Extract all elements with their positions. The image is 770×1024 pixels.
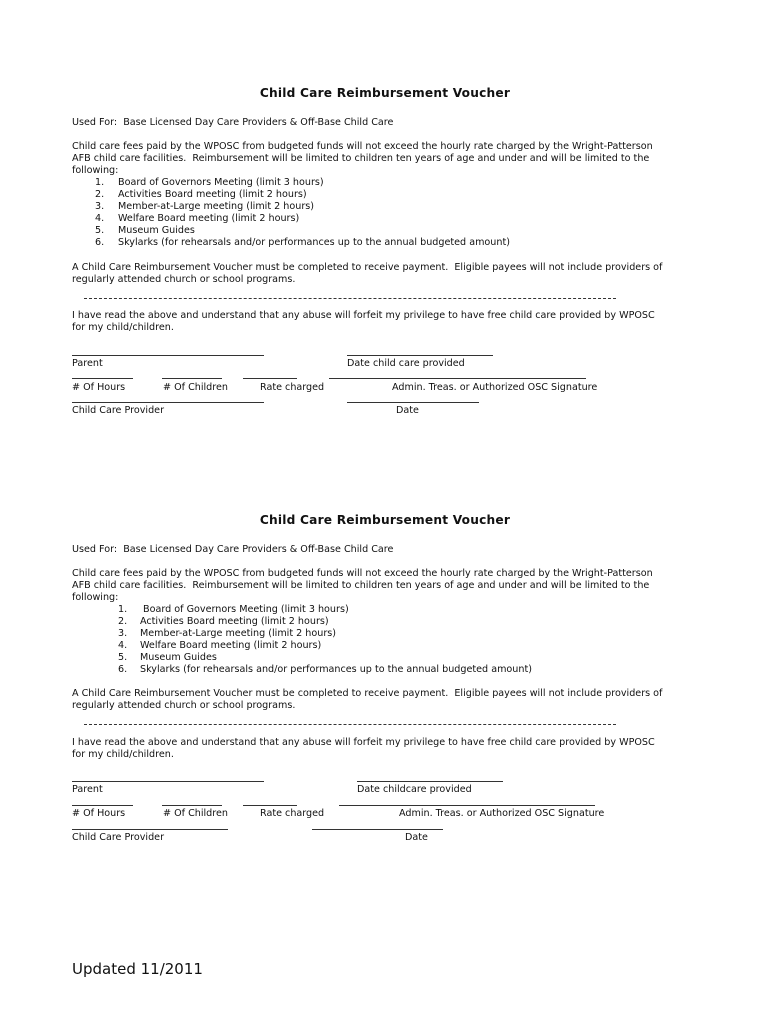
payment-text-line: regularly attended church or school programs.	[72, 274, 296, 285]
list-item-number: 3.	[118, 628, 128, 639]
date-label: Date	[396, 405, 419, 416]
rate-line[interactable]	[243, 378, 297, 379]
list-item: Board of Governors Meeting (limit 3 hours)	[140, 604, 349, 615]
payment-text-line: regularly attended church or school programs.	[72, 700, 296, 711]
parent-signature-line[interactable]	[72, 355, 264, 356]
list-item-number: 1.	[95, 177, 105, 188]
cut-line	[84, 298, 616, 299]
policy-text-line: following:	[72, 165, 119, 176]
list-item: Board of Governors Meeting (limit 3 hours)	[118, 177, 324, 188]
list-item-number: 5.	[95, 225, 105, 236]
list-item-number: 1.	[118, 604, 128, 615]
children-line[interactable]	[162, 805, 222, 806]
voucher-title: Child Care Reimbursement Voucher	[259, 86, 511, 100]
hours-label: # Of Hours	[72, 382, 126, 393]
children-label: # Of Children	[163, 382, 228, 393]
payment-text-line: A Child Care Reimbursement Voucher must be completed to receive payment. Eligible payees will not include providers of	[72, 688, 663, 699]
list-item: Member-at-Large meeting (limit 2 hours)	[118, 201, 315, 212]
updated-date: Updated 11/2011	[72, 960, 203, 978]
policy-text-line: AFB child care facilities. Reimbursement will be limited to children ten years of age and under and will be limited to the	[72, 580, 650, 591]
signature-line[interactable]	[329, 378, 586, 379]
rate-label: Rate charged	[260, 382, 325, 393]
parent-label: Parent	[72, 784, 103, 795]
acknowledgement-line: I have read the above and understand that any abuse will forfeit my privilege to have free child care provided by WPOSC	[72, 310, 655, 321]
list-item: Member-at-Large meeting (limit 2 hours)	[140, 628, 337, 639]
list-item-number: 4.	[118, 640, 128, 651]
children-line[interactable]	[162, 378, 222, 379]
payment-text-line: A Child Care Reimbursement Voucher must be completed to receive payment. Eligible payees will not include providers of	[72, 262, 663, 273]
used-for-text: Used For: Base Licensed Day Care Providers & Off-Base Child Care	[72, 544, 394, 555]
date-line[interactable]	[347, 402, 479, 403]
policy-text-line: AFB child care facilities. Reimbursement will be limited to children ten years of age and under and will be limited to the	[72, 153, 650, 164]
signature-label: Admin. Treas. or Authorized OSC Signature	[399, 808, 605, 819]
policy-text-line: Child care fees paid by the WPOSC from budgeted funds will not exceed the hourly rate charged by the Wright-Patterson	[72, 141, 653, 152]
policy-text-line: Child care fees paid by the WPOSC from budgeted funds will not exceed the hourly rate charged by the Wright-Patterson	[72, 568, 653, 579]
policy-text-line: following:	[72, 592, 119, 603]
hours-line[interactable]	[72, 378, 133, 379]
used-for-text: Used For: Base Licensed Day Care Providers & Off-Base Child Care	[72, 117, 394, 128]
list-item: Activities Board meeting (limit 2 hours)	[140, 616, 329, 627]
list-item: Skylarks (for rehearsals and/or performances up to the annual budgeted amount)	[140, 664, 532, 675]
list-item: Museum Guides	[118, 225, 195, 236]
list-item-number: 2.	[118, 616, 128, 627]
date-line[interactable]	[312, 829, 443, 830]
date-provided-label: Date childcare provided	[357, 784, 472, 795]
date-label: Date	[405, 832, 428, 843]
provider-signature-line[interactable]	[72, 829, 228, 830]
list-item-number: 3.	[95, 201, 105, 212]
hours-line[interactable]	[72, 805, 133, 806]
rate-line[interactable]	[243, 805, 297, 806]
list-item-number: 6.	[118, 664, 128, 675]
list-item-number: 5.	[118, 652, 128, 663]
list-item: Welfare Board meeting (limit 2 hours)	[140, 640, 322, 651]
date-provided-line[interactable]	[357, 781, 503, 782]
rate-label: Rate charged	[260, 808, 325, 819]
date-provided-line[interactable]	[347, 355, 493, 356]
list-item-number: 4.	[95, 213, 105, 224]
list-item-number: 6.	[95, 237, 105, 248]
acknowledgement-line: I have read the above and understand that any abuse will forfeit my privilege to have free child care provided by WPOSC	[72, 737, 655, 748]
voucher-title: Child Care Reimbursement Voucher	[259, 513, 511, 527]
parent-label: Parent	[72, 358, 103, 369]
cut-line	[84, 724, 616, 725]
list-item: Museum Guides	[140, 652, 217, 663]
signature-line[interactable]	[339, 805, 595, 806]
list-item: Activities Board meeting (limit 2 hours)	[118, 189, 307, 200]
list-item: Skylarks (for rehearsals and/or performances up to the annual budgeted amount)	[118, 237, 510, 248]
hours-label: # Of Hours	[72, 808, 126, 819]
acknowledgement-line: for my child/children.	[72, 322, 174, 333]
provider-label: Child Care Provider	[72, 832, 165, 843]
list-item-number: 2.	[95, 189, 105, 200]
date-provided-label: Date child care provided	[347, 358, 465, 369]
parent-signature-line[interactable]	[72, 781, 264, 782]
provider-signature-line[interactable]	[72, 402, 264, 403]
acknowledgement-line: for my child/children.	[72, 749, 174, 760]
children-label: # Of Children	[163, 808, 228, 819]
provider-label: Child Care Provider	[72, 405, 165, 416]
signature-label: Admin. Treas. or Authorized OSC Signature	[392, 382, 598, 393]
list-item: Welfare Board meeting (limit 2 hours)	[118, 213, 300, 224]
